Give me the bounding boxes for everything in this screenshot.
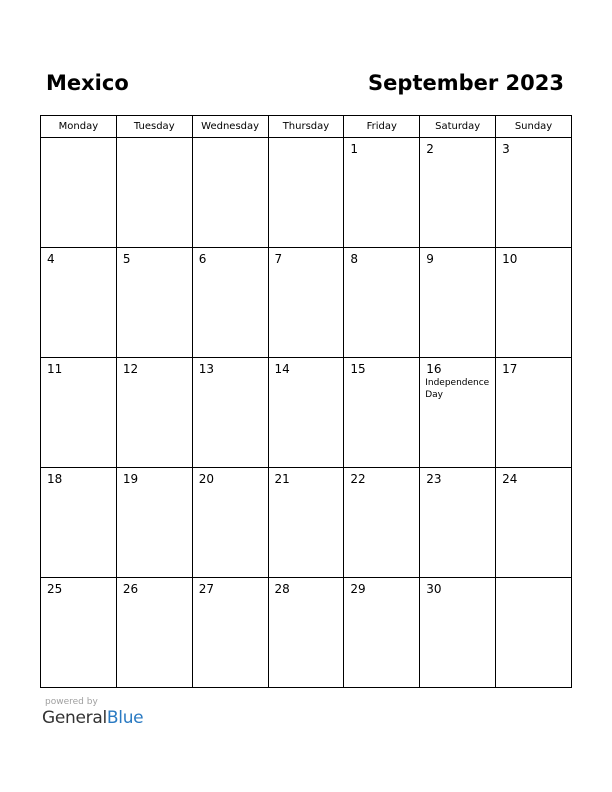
day-number (269, 138, 344, 142)
week-row (41, 138, 572, 248)
day-number: 7 (274, 252, 283, 266)
day-number: 15 (350, 362, 366, 376)
day-number: 5 (122, 252, 131, 266)
day-cell (344, 248, 420, 358)
weekday-header: Saturday (420, 116, 496, 138)
weekday-header-row (41, 116, 572, 138)
weekday-header: Tuesday (116, 116, 192, 138)
day-cell (41, 578, 117, 688)
day-number: 8 (350, 252, 359, 266)
day-number: 19 (122, 472, 139, 486)
day-number: 21 (274, 472, 290, 486)
day-cell (268, 248, 344, 358)
day-cell (496, 138, 572, 248)
day-number (193, 138, 268, 142)
day-number: 11 (47, 362, 63, 376)
day-number: 18 (47, 472, 63, 486)
month-title: September 2023 (368, 71, 564, 95)
calendar-grid (40, 115, 572, 688)
brand-logo-part1: General (42, 708, 107, 728)
day-cell (344, 468, 420, 578)
day-cell (420, 248, 496, 358)
day-cell (192, 358, 268, 468)
day-cell (116, 468, 192, 578)
day-number (496, 578, 571, 582)
day-cell (420, 138, 496, 248)
day-number (41, 138, 116, 142)
day-cell (420, 358, 496, 468)
day-cell (420, 468, 496, 578)
weekday-header: Sunday (496, 116, 572, 138)
day-number: 12 (122, 362, 139, 376)
day-number: 26 (122, 582, 139, 596)
day-cell (268, 138, 344, 248)
day-cell (496, 578, 572, 688)
week-row (41, 248, 572, 358)
day-number: 6 (198, 252, 207, 266)
day-cell (268, 358, 344, 468)
day-cell (192, 248, 268, 358)
day-cell (420, 578, 496, 688)
day-cell (268, 468, 344, 578)
day-number: 14 (274, 362, 290, 376)
day-number: 23 (426, 472, 442, 486)
day-number (117, 138, 192, 142)
day-cell (496, 358, 572, 468)
day-number: 13 (198, 362, 214, 376)
week-row (41, 358, 572, 468)
day-cell (41, 468, 117, 578)
day-cell (41, 248, 117, 358)
day-cell (41, 358, 117, 468)
day-number: 2 (426, 142, 434, 156)
day-number: 17 (502, 362, 518, 376)
day-cell (116, 578, 192, 688)
day-cell (116, 138, 192, 248)
day-number: 27 (198, 582, 214, 596)
day-cell (192, 138, 268, 248)
day-number: 1 (350, 142, 359, 156)
day-cell (41, 138, 117, 248)
day-cell (116, 358, 192, 468)
day-cell (344, 138, 420, 248)
day-cell (192, 578, 268, 688)
day-cell (344, 578, 420, 688)
week-row (41, 468, 572, 578)
day-cell (116, 248, 192, 358)
weekday-header: Monday (41, 116, 117, 138)
day-number: 30 (426, 582, 442, 596)
week-row (41, 578, 572, 688)
day-cell (496, 248, 572, 358)
day-cell (268, 578, 344, 688)
brand-logo-part2: Blue (106, 708, 144, 728)
day-number: 9 (426, 252, 434, 266)
day-cell (496, 468, 572, 578)
weekday-header: Friday (344, 116, 420, 138)
weekday-header: Wednesday (192, 116, 268, 138)
brand-logo (42, 708, 143, 728)
day-number: 24 (502, 472, 518, 486)
day-number: 29 (350, 582, 366, 596)
day-number: 20 (198, 472, 214, 486)
powered-by-text: powered by (45, 697, 98, 707)
day-number: 4 (47, 252, 55, 266)
day-number: 16 (426, 362, 442, 376)
day-number: 10 (502, 252, 518, 266)
holiday-label: Independence Day (425, 378, 490, 400)
day-number: 22 (350, 472, 366, 486)
country-title: Mexico (46, 71, 129, 95)
weekday-header: Thursday (268, 116, 344, 138)
day-number: 25 (47, 582, 63, 596)
day-cell (192, 468, 268, 578)
day-cell (344, 358, 420, 468)
day-number: 3 (502, 142, 510, 156)
day-number: 28 (274, 582, 290, 596)
